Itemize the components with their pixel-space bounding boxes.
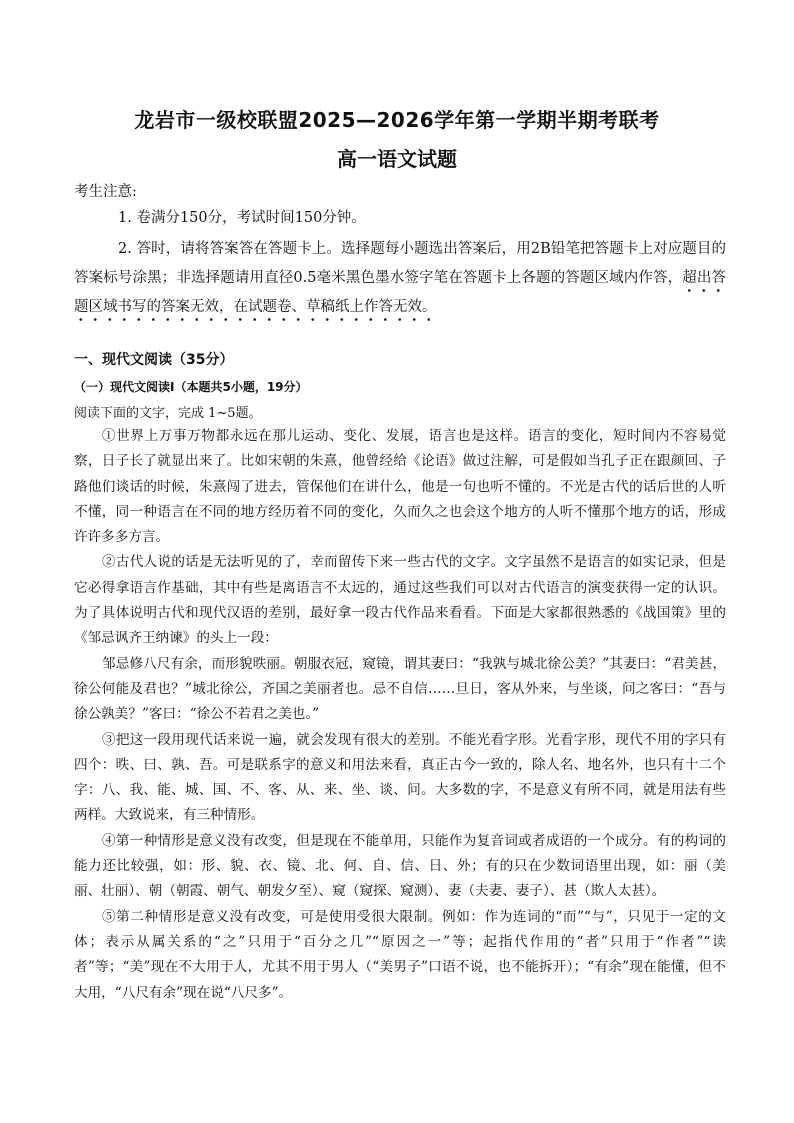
subsection-heading: （一）现代文阅读Ⅰ（本题共5小题，19分） bbox=[74, 380, 308, 394]
quoted-excerpt: 邹忌修八尺有余，而形貌昳丽。朝服衣冠，窥镜，谓其妻曰：“我孰与城北徐公美？”其妻曰：“君美甚，徐公何能及君也？”城北徐公，齐国之美丽者也。忌不自信……旦日，客从外来，与坐谈，问之客曰：“吾与徐公孰美？”客曰：“徐公不若君之美也。” bbox=[74, 655, 726, 723]
notice-rule-2-text: 2. 答时，请将答案答在答题卡上。选择题每小题选出答案后，用2B铅笔把答题卡上对应题目的答案标号涂黑；非选择题请用直径0.5毫米黑色墨水签字笔在答题卡上各题的答题区域内作答， bbox=[74, 241, 726, 286]
paragraph-4: ④第一种情形是意义没有改变，但是现在不能单用，只能作为复音词或者成语的一个成分。有的构词的能力还比较强，如：形、貌、衣、镜、北、何、自、信、日、外；有的只在少数词语里出现，如：丽（美丽、壮丽）、朝（朝霞、朝气、朝发夕至）、窥（窥探、窥测）、妻（夫妻、妻子）、甚（欺人太甚）。 bbox=[74, 832, 726, 900]
paragraph-2: ②古代人说的话是无法听见的了，幸而留传下来一些古代的文字。文字虽然不是语言的如实记录，但是它必得拿语言作基础，其中有些是离语言不太远的，通过这些我们可以对古代语言的演变获得一定的认识。为了具体说明古代和现代汉语的差别，最好拿一段古代作品来看看。下面是大家都很熟悉的《战国策》里的《邹忌讽齐王纳谏》的头上一段： bbox=[74, 554, 726, 647]
paragraph-5: ⑤第二种情形是意义没有改变，可是使用受很大限制。例如：作为连词的“而”“与”，只见于一定的文体；表示从属关系的“之”只用于“百分之几”“原因之一”等；起指代作用的“者”只用于“作者”“读者”等；“美”现在不大用于人，尤其不用于男人（“美男子”口语不说，也不能拆开）；“有余”现在能懂，但不大用，“八尺有余”现在说“八尺多”。 bbox=[74, 908, 726, 1001]
paragraph-1: ①世界上万事万物都永远在那儿运动、变化、发展，语言也是这样。语言的变化，短时间内不容易觉察，日子长了就显出来了。比如宋朝的朱熹，他曾经给《论语》做过注解，可是假如当孔子正在跟颜回、子路他们谈话的时候，朱熹闯了进去，管保他们在讲什么，他是一句也听不懂的。不光是古代的话后世的人听不懂，同一种语言在不同的地方经历着不同的变化，久而久之也会这个地方的人听不懂那个地方的话，形成许许多多方言。 bbox=[74, 428, 726, 546]
reading-instruction: 阅读下面的文字，完成 1~5题。 bbox=[74, 406, 262, 421]
paragraph-3: ③把这一段用现代话来说一遍，就会发现有很大的差别。不能光看字形。光看字形，现代不用的字只有四个：昳、曰、孰、吾。可是联系字的意义和用法来看，真正古今一致的，除人名、地名外，也只有十二个字：八、我、能、城、国、不、客、从、来、坐、谈、问。大多数的字，不是意义有所不同，就是用法有些两样。大致说来，有三种情形。 bbox=[74, 731, 726, 824]
exam-title: 龙岩市一级校联盟2025—2026学年第一学期半期考联考 bbox=[134, 108, 660, 132]
notice-rule-1: 1. 卷满分150分，考试时间150分钟。 bbox=[118, 210, 366, 226]
section-heading: 一、现代文阅读（35分） bbox=[74, 352, 234, 368]
reading-passage bbox=[74, 424, 726, 1006]
notice-rule-2-emphasized: 超出答题区域书写的答案无效，在试题卷、草稿纸上作答无效。 bbox=[74, 270, 726, 322]
notice-label: 考生注意: bbox=[74, 184, 137, 200]
exam-subject-title: 高一语文试题 bbox=[337, 147, 457, 171]
notice-rule-2 bbox=[74, 235, 726, 322]
